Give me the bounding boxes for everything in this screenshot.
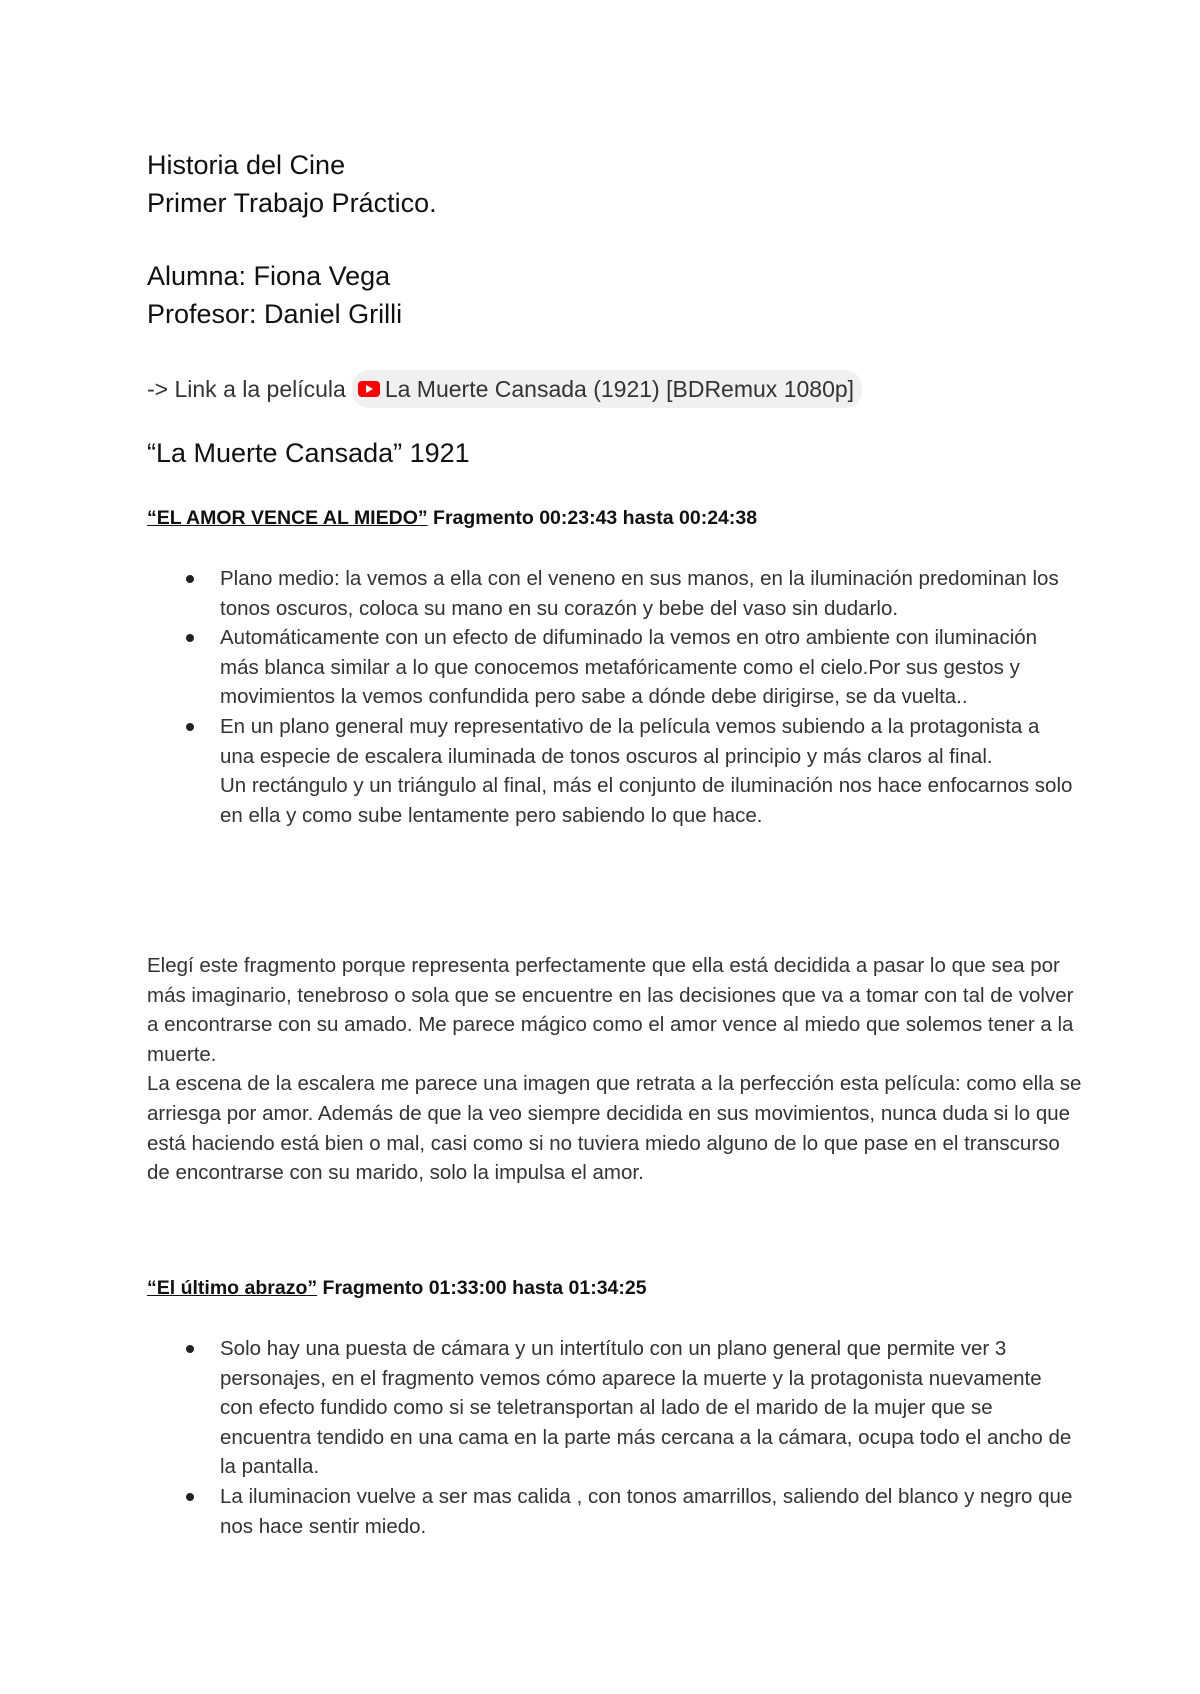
section1-heading-fragment: Fragmento 00:23:43 hasta 00:24:38 bbox=[427, 507, 758, 529]
film-link-chip[interactable] bbox=[352, 370, 862, 408]
list-item: En un plano general muy representativo de la película vemos subiendo a la protagonista a una especie de escalera iluminada de tonos oscuros al principio y más claros al final. Un rectángulo y un triángulo al final, más el conjunto de iluminación nos hace enfocarnos solo en ella y como sube lentamente pero sabiendo lo que hace. bbox=[147, 712, 1077, 830]
bullet-dot bbox=[186, 1493, 194, 1501]
bullet-dot bbox=[186, 1345, 194, 1353]
bullet-dot bbox=[186, 634, 194, 642]
film-title: “La Muerte Cansada” 1921 bbox=[147, 438, 470, 468]
section1-heading bbox=[147, 507, 757, 530]
film-link-row bbox=[147, 371, 862, 407]
bullet-dot bbox=[186, 723, 194, 731]
youtube-icon bbox=[358, 381, 380, 397]
section2-heading-title: “El último abrazo” bbox=[147, 1277, 318, 1299]
bullet-continuation: Un rectángulo y un triángulo al final, más el conjunto de iluminación nos hace enfocarnos solo en ella y como sube lentamente pero sabiendo lo que hace. bbox=[220, 774, 1073, 827]
section1-paragraph-1: Elegí este fragmento porque representa perfectamente que ella está decidida a pasar lo que sea por más imaginario, tenebroso o sola que se encuentre en las decisiones que va a tomar con tal de volver a encontrarse con su amado. Me parece mágico como el amor vence al miedo que solemos tener a la muerte. La escena de la escalera me parece una imagen que retrata a la perfección esta película: como ella se arriesga por amor. Además de que la veo siempre decidida en sus movimientos, nunca duda si lo que está haciendo está bien o mal, casi como si no tuviera miedo alguno de lo que pase en el transcurso de encontrarse con su marido, solo la impulsa el amor. bbox=[147, 954, 1082, 1185]
list-item: Automáticamente con un efecto de difuminado la vemos en otro ambiente con iluminación más blanca similar a lo que conocemos metafóricamente como el cielo.Por sus gestos y movimientos la vemos confundida pero sabe a dónde debe dirigirse, se da vuelta.. bbox=[147, 623, 1077, 712]
section1-bullet-list bbox=[147, 564, 1077, 830]
document-header bbox=[147, 146, 1047, 333]
teacher-name: Profesor: Daniel Grilli bbox=[147, 299, 403, 329]
section2-heading-fragment: Fragmento 01:33:00 hasta 01:34:25 bbox=[317, 1277, 647, 1299]
section1-paragraph-2: La escena de la escalera me parece una imagen que retrata a la perfección esta película: como ella se arriesga por amor. Además de que la veo siempre decidida en sus movimientos, nunca duda si lo que está haciendo está bien o mal, casi como si no tuviera miedo alguno de lo que pase en el transcurso de encontrarse con su marido, solo la impulsa el amor. bbox=[147, 1072, 1082, 1185]
section1-heading-title: “EL AMOR VENCE AL MIEDO” bbox=[147, 507, 428, 529]
bullet-dot bbox=[186, 575, 194, 583]
film-link-label: La Muerte Cansada (1921) [BDRemux 1080p] bbox=[384, 375, 855, 402]
assignment-title: Primer Trabajo Práctico. bbox=[147, 188, 437, 218]
course-title: Historia del Cine bbox=[147, 150, 346, 180]
section2-bullet-list bbox=[147, 1334, 1077, 1541]
student-name: Alumna: Fiona Vega bbox=[147, 261, 391, 291]
list-item: Plano medio: la vemos a ella con el veneno en sus manos, en la iluminación predominan los tonos oscuros, coloca su mano en su corazón y bebe del vaso sin dudarlo. bbox=[147, 564, 1077, 623]
list-item: La iluminacion vuelve a ser mas calida , con tonos amarrillos, saliendo del blanco y negro que nos hace sentir miedo. bbox=[147, 1482, 1077, 1541]
list-item: Solo hay una puesta de cámara y un intertítulo con un plano general que permite ver 3 personajes, en el fragmento vemos cómo aparece la muerte y la protagonista nuevamente con efecto fundido como si se teletransportan al lado de el marido de la mujer que se encuentra tendido en una cama en la parte más cercana a la cámara, ocupa todo el ancho de la pantalla. bbox=[147, 1334, 1077, 1482]
section2-heading bbox=[147, 1277, 647, 1300]
link-prefix: -> Link a la película bbox=[147, 375, 346, 402]
